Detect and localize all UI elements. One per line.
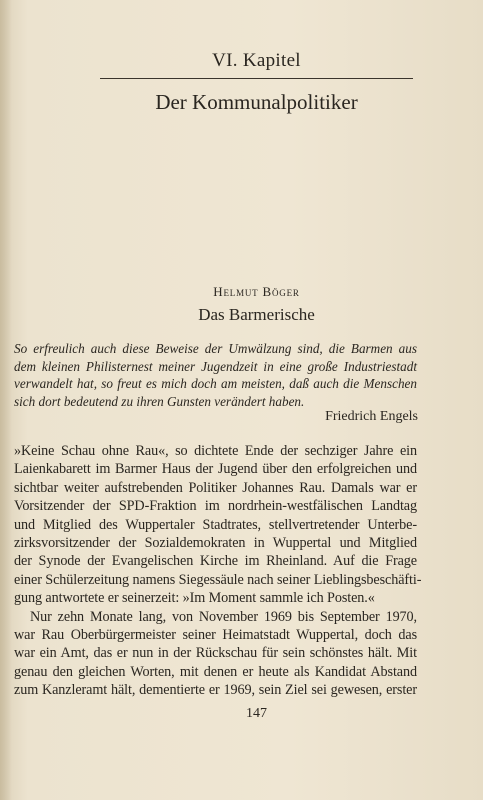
body-line: Vorsitzender der SPD-Fraktion im nordrhein-westfälischen Landtag	[14, 498, 417, 515]
epigraph-line: sich dort bedeutend zu ihren Gunsten verändert haben.	[14, 393, 305, 409]
body-line: genau den gleichen Worten, mit denen er heute als Kandidat Abstand	[14, 663, 417, 680]
page-gutter-shadow	[0, 0, 12, 800]
body-line: sichtbar weiter aufstrebenden Politiker Johannes Rau. Damals war er	[14, 479, 417, 496]
body-line: und Mitglied des Wuppertaler Stadtrates, stellvertretender Unterbe-	[14, 516, 417, 533]
chapter-title: Der Kommunalpolitiker	[155, 90, 358, 114]
body-line: »Keine Schau ohne Rau«, so dichtete Ende der sechziger Jahre ein	[14, 443, 417, 459]
section-title: Das Barmerische	[198, 305, 315, 324]
body-line: Laienkabarett im Barmer Haus der Jugend über den erfolgreichen und	[14, 461, 417, 478]
body-line: gung antwortete er seinerzeit: »Im Moment sammle ich Posten.«	[14, 590, 375, 607]
epigraph-line: dem kleinen Philisternest meiner Jugendzeit in eine große Industriestadt	[14, 358, 417, 374]
body-line: war Rau Oberbürgermeister seiner Heimatstadt Wuppertal, doch das	[14, 627, 417, 644]
epigraph-line: verwandelt hat, so freut es mich doch am meisten, daß auch die Menschen	[14, 376, 417, 392]
body-text	[14, 442, 422, 700]
page-number: 147	[246, 706, 267, 721]
body-line: der Synode der Evangelischen Kirche im Rheinland. Auf die Frage	[14, 553, 417, 570]
body-line: Nur zehn Monate lang, von November 1969 bis September 1970,	[30, 608, 417, 625]
section-author: Helmut Böger	[213, 284, 300, 299]
body-line: war ein Amt, das er nun in der Rückschau für sein schönstes hält. Mit	[14, 645, 417, 662]
body-line: zirksvorsitzender der Sozialdemokraten in Wuppertal und Mitglied	[14, 535, 417, 552]
epigraph-source: Friedrich Engels	[325, 409, 418, 424]
body-line: einer Schülerzeitung namens Siegessäule nach seiner Lieblingsbeschäfti-	[14, 571, 422, 588]
chapter-number: VI. Kapitel	[212, 50, 301, 71]
chapter-divider	[100, 78, 413, 79]
epigraph-line: So erfreulich auch diese Beweise der Umwälzung sind, die Barmen aus	[14, 341, 417, 356]
epigraph	[14, 340, 417, 410]
body-line: zum Kanzleramt hält, dementierte er 1969, sein Ziel sei gewesen, erster	[14, 682, 417, 699]
